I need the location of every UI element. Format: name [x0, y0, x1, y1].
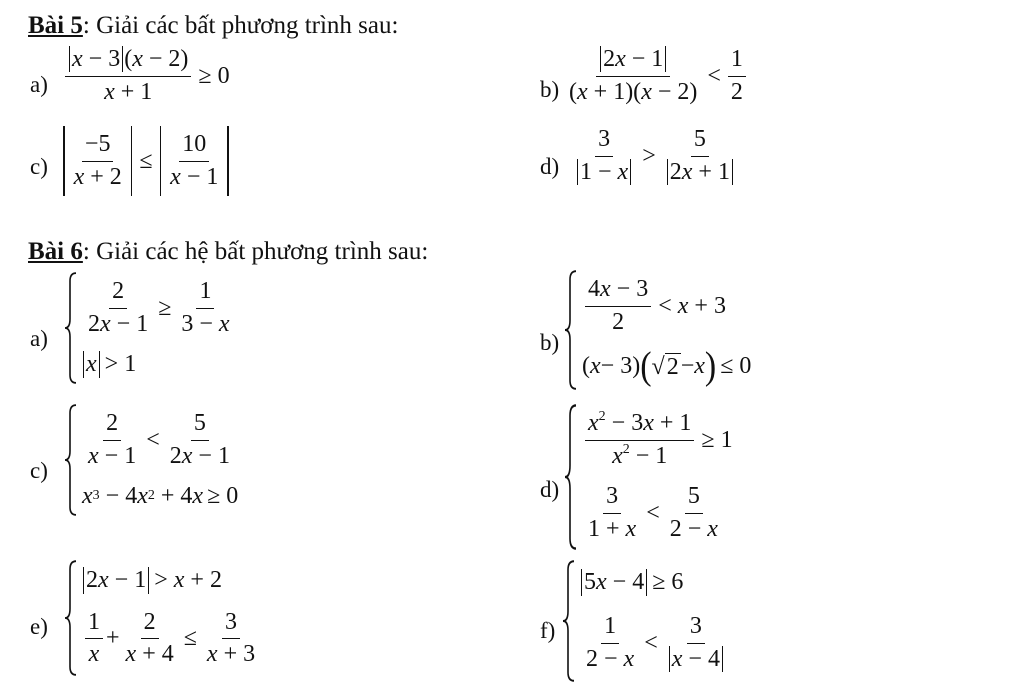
- ex5c-label: c): [30, 154, 48, 179]
- ex5b-formula: $\frac{2x - 1}{(x + 1)(x - 2)}$ < $\frac{1}{2}$: [563, 46, 749, 106]
- ex6b-system: $\frac{4x - 3}{2}$ < x + 3 ( x − 3) ( √ 2 − x ) ≤ 0: [564, 270, 755, 390]
- ex6d-system: $\frac{x^2 - 3x + 1}{x^2 - 1}$ ≥ 1 $\frac{3}{1 + x}$ < $\frac{5}{2 - x}$: [564, 404, 737, 550]
- ex6a-system: $\frac{2}{2x - 1}$ ≥ $\frac{1}{3 - x}$ x > 1: [64, 272, 236, 384]
- exercise-5-text: : Giải các bất phương trình sau:: [82, 12, 399, 39]
- ex6e-label: e): [30, 614, 48, 639]
- ex5d-label: d): [540, 154, 560, 179]
- brace-icon: [562, 560, 576, 682]
- ex5a-label: a): [30, 72, 48, 97]
- ex6c-system: $\frac{2}{x - 1}$ < $\frac{5}{2x - 1}$ x 3 − 4 x 2 + 4 x ≥ 0: [64, 404, 242, 516]
- ex6a-label: a): [30, 326, 48, 351]
- brace-icon: [564, 404, 578, 550]
- exercise-5-title: Bài 5: [28, 12, 83, 39]
- ex6c-label: c): [30, 458, 48, 483]
- ex6d-label: d): [540, 477, 560, 502]
- exercise-6-text: : Giải các hệ bất phương trình sau:: [82, 238, 429, 265]
- ex6e-system: 2x − 1 > x + 2 $\frac{1}{x}$ + $\frac{2}{x + 4}$ ≤ $\frac{3}{x + 3}$: [64, 560, 261, 676]
- exercise-5-heading: [28, 12, 398, 40]
- ex5a-formula: $\frac{x - 3 (x - 2)}{x + 1}$ ≥ 0: [62, 46, 234, 106]
- ex6f-label: f): [540, 618, 556, 643]
- ex6f-system: 5x − 4 ≥ 6 $\frac{1}{2 - x}$ < $\frac{3}{x - 4}$: [562, 560, 730, 682]
- brace-icon: [64, 560, 78, 676]
- brace-icon: [564, 270, 578, 390]
- exercise-6-heading: [28, 238, 428, 266]
- ex5c-formula: $\frac{-5}{x + 2}$ ≤ $\frac{10}{x - 1}$: [60, 126, 232, 196]
- brace-icon: [64, 404, 78, 516]
- ex5d-formula: $\frac{3}{1 - x}$ > $\frac{5}{2x + 1}$: [570, 126, 740, 186]
- exercise-6-title: Bài 6: [28, 238, 83, 265]
- brace-icon: [64, 272, 78, 384]
- ex6b-label: b): [540, 330, 560, 355]
- ex5b-label: b): [540, 77, 560, 102]
